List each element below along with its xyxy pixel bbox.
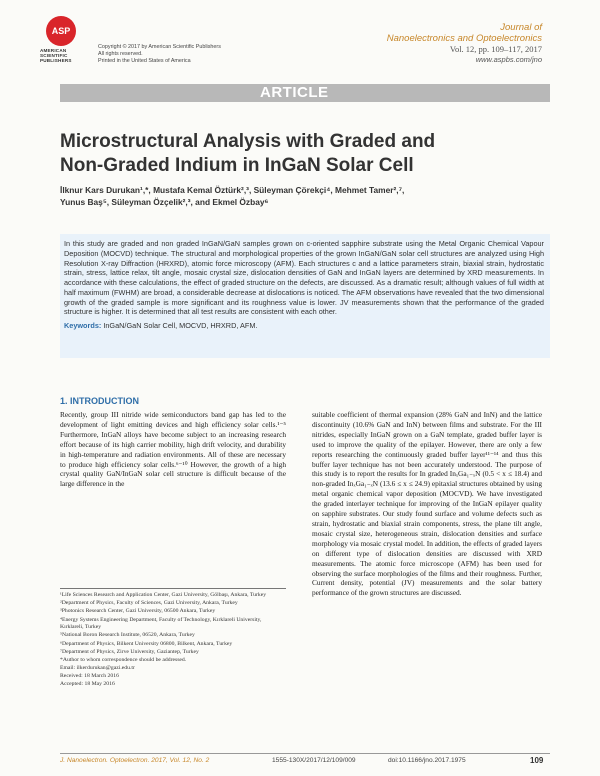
footer-issn: 1555-130X/2017/12/109/009 [272, 757, 356, 764]
keywords-value: InGaN/GaN Solar Cell, MOCVD, HRXRD, AFM. [103, 321, 258, 330]
article-banner [60, 84, 550, 102]
article-label: ARTICLE [260, 84, 329, 101]
journal-name-line2: Nanoelectronics and Optoelectronics [386, 33, 542, 44]
publisher-name: AMERICAN SCIENTIFIC PUBLISHERS [40, 48, 72, 64]
affiliation-note: ⁷Department of Physics, Zirve University, Gaziantep, Turkey [60, 648, 199, 655]
correspondence-note: *Author to whom correspondence should be addressed. [60, 656, 187, 663]
accepted-date: Accepted: 18 May 2016 [60, 681, 115, 688]
notes-divider [60, 588, 286, 589]
publisher-logo [40, 16, 88, 64]
keywords-label: Keywords: [64, 321, 102, 330]
affiliation-note: ³Photonics Research Center, Gazi University, 06500 Ankara, Turkey [60, 608, 216, 615]
abstract-text: In this study are graded and non graded InGaN/GaN samples grown on c-oriented sapphire substrate using the Metal Organic Chemical Vapour Deposition (MOCVD) technique. The structural and morphological properties of the grown InGaN/GaN solar cell structures are analyzed using High Resolution X-ray Diffraction (HRXRD), atomic force microscopy (AFM). Each structures c and a lattice parameters strain, biaxial strain, hydrostatic strain, stress, lattice relax, tilt angle, mosaic crystal size, dislocation densities of GaN and InGaN layers are determined by XRD measurements. In accordance with these calculations, the effect of graded structure on the defects, are discussed. As a dramatic result; although values of full width at half maximum (FWHM) are broad, a considerable decrease at dislocations is noticed. The AFM observations have revealed that the two dimensional growth of the graded sample is more significant and its roughness value is lower. JV measurements shown that the performance of the graded structure is higher. It is determined that all test results are consistent with each other. [64, 239, 544, 317]
journal-volume: Vol. 12, pp. 109–117, 2017 [449, 44, 542, 54]
intro-left-column: Recently, group III nitride wide semiconductors band gap has led to the development of light emitting devices and high efficiency solar cells.¹⁻⁵ Furthermore, InGaN alloys have become subject to an increasing research effort because of its high carrier mobility, high drift velocity, and durability in high-temperature and radiation environments. All of these are necessary to produce high efficiency solar cells.⁶⁻¹⁰ However, the growth of a high crystal quality GaN/InGaN solar cell structure is difficult because of the large difference in the [60, 410, 286, 489]
footer-doi: doi:10.1166/jno.2017.1975 [388, 757, 466, 764]
affiliation-note: ⁵National Boron Research Institute, 06520, Ankara, Turkey [60, 632, 195, 639]
publication-info: Copyright © 2017 by American Scientific Publishers All rights reserved. Printed in the United States of America [98, 44, 221, 64]
journal-website: www.aspbs.com/jno [475, 55, 542, 64]
affiliation-notes [60, 588, 286, 690]
asp-logo-icon: ASP [46, 16, 76, 46]
affiliation-note: ¹Life Sciences Research and Application Center, Gazi University, Gölbaşı, Ankara, Turkey [60, 592, 267, 598]
abstract-box [60, 234, 550, 358]
paper-title: Microstructural Analysis with Graded and Non-Graded Indium in InGaN Solar Cell [60, 131, 436, 176]
affiliation-note: ⁴Energy Systems Engineering Department, Faculty of Technology, Kırklareli University, Kırklareli, Turkey [60, 616, 262, 631]
journal-header [387, 22, 542, 65]
author-list: İlknur Kars Durukan¹,*, Mustafa Kemal Öztürk²,³, Süleyman Çörekçi⁴, Mehmet Tamer²,⁷, Yunus Baş⁵, Süleyman Özçelik²,³, and Ekmel Özbay⁶ [60, 185, 405, 207]
intro-right-column: suitable coefficient of thermal expansion (28% GaN and InN) and the lattice discontinuity (10.6% GaN and InN) between films and substrate. For the III nitrides, especially InGaN grown on a GaN template, graded buffer layer is used to improve the quality of the epilayer. However, there are only a few reports researching the continuously graded buffer layer¹¹⁻¹⁴ and thus this buffer layer technique has not been accurately understood. The purpose of this study is to report the results for In graded InₓGa₁₋ₓN (0.5 < x ≤ 18.4) and non-graded InₓGa₁₋ₓN (13.6 ≤ x ≤ 24.9) epitaxial structures obtained by using metal organic chemical vapor deposition (MOCVD). We have investigated the graded interlayer technique for improving of the InGaN epilayer quality on sapphire substrates. Our study found surface and volume defects such as strain, hydrostatic and biaxial strain components, stress, the plane tilt angle, mosaic crystal size, heterogeneous strain, dislocation densities and surface morphology via mosaic crystal model. In addition, the effects of graded layers on different type of dislocation densities are discussed with XRD measurements. The atomic force microscope (AFM) has been used for observing the surface morphologies of the films and their roughness. Further, Current density, potential (JV) measurements and the solar battery performance of the grown structures are discussed. [312, 410, 542, 598]
section-heading-introduction: 1. INTRODUCTION [60, 396, 140, 406]
keywords [64, 321, 544, 330]
affiliation-note: ⁶Department of Physics, Bilkent University 06800, Bilkent, Ankara, Turkey [60, 640, 233, 647]
received-date: Received: 18 March 2016 [60, 673, 119, 680]
footer-divider [60, 753, 550, 754]
email-note: Email: ilkerdurukan@gazi.edu.tr [60, 665, 135, 672]
affiliation-note: ²Department of Physics, Faculty of Sciences, Gazi University, Ankara, Turkey [60, 600, 238, 607]
footer-journal: J. Nanoelectron. Optoelectron. 2017, Vol. 12, No. 2 [60, 757, 210, 764]
journal-name-line1: Journal of [500, 22, 542, 33]
page-number: 109 [530, 756, 544, 765]
